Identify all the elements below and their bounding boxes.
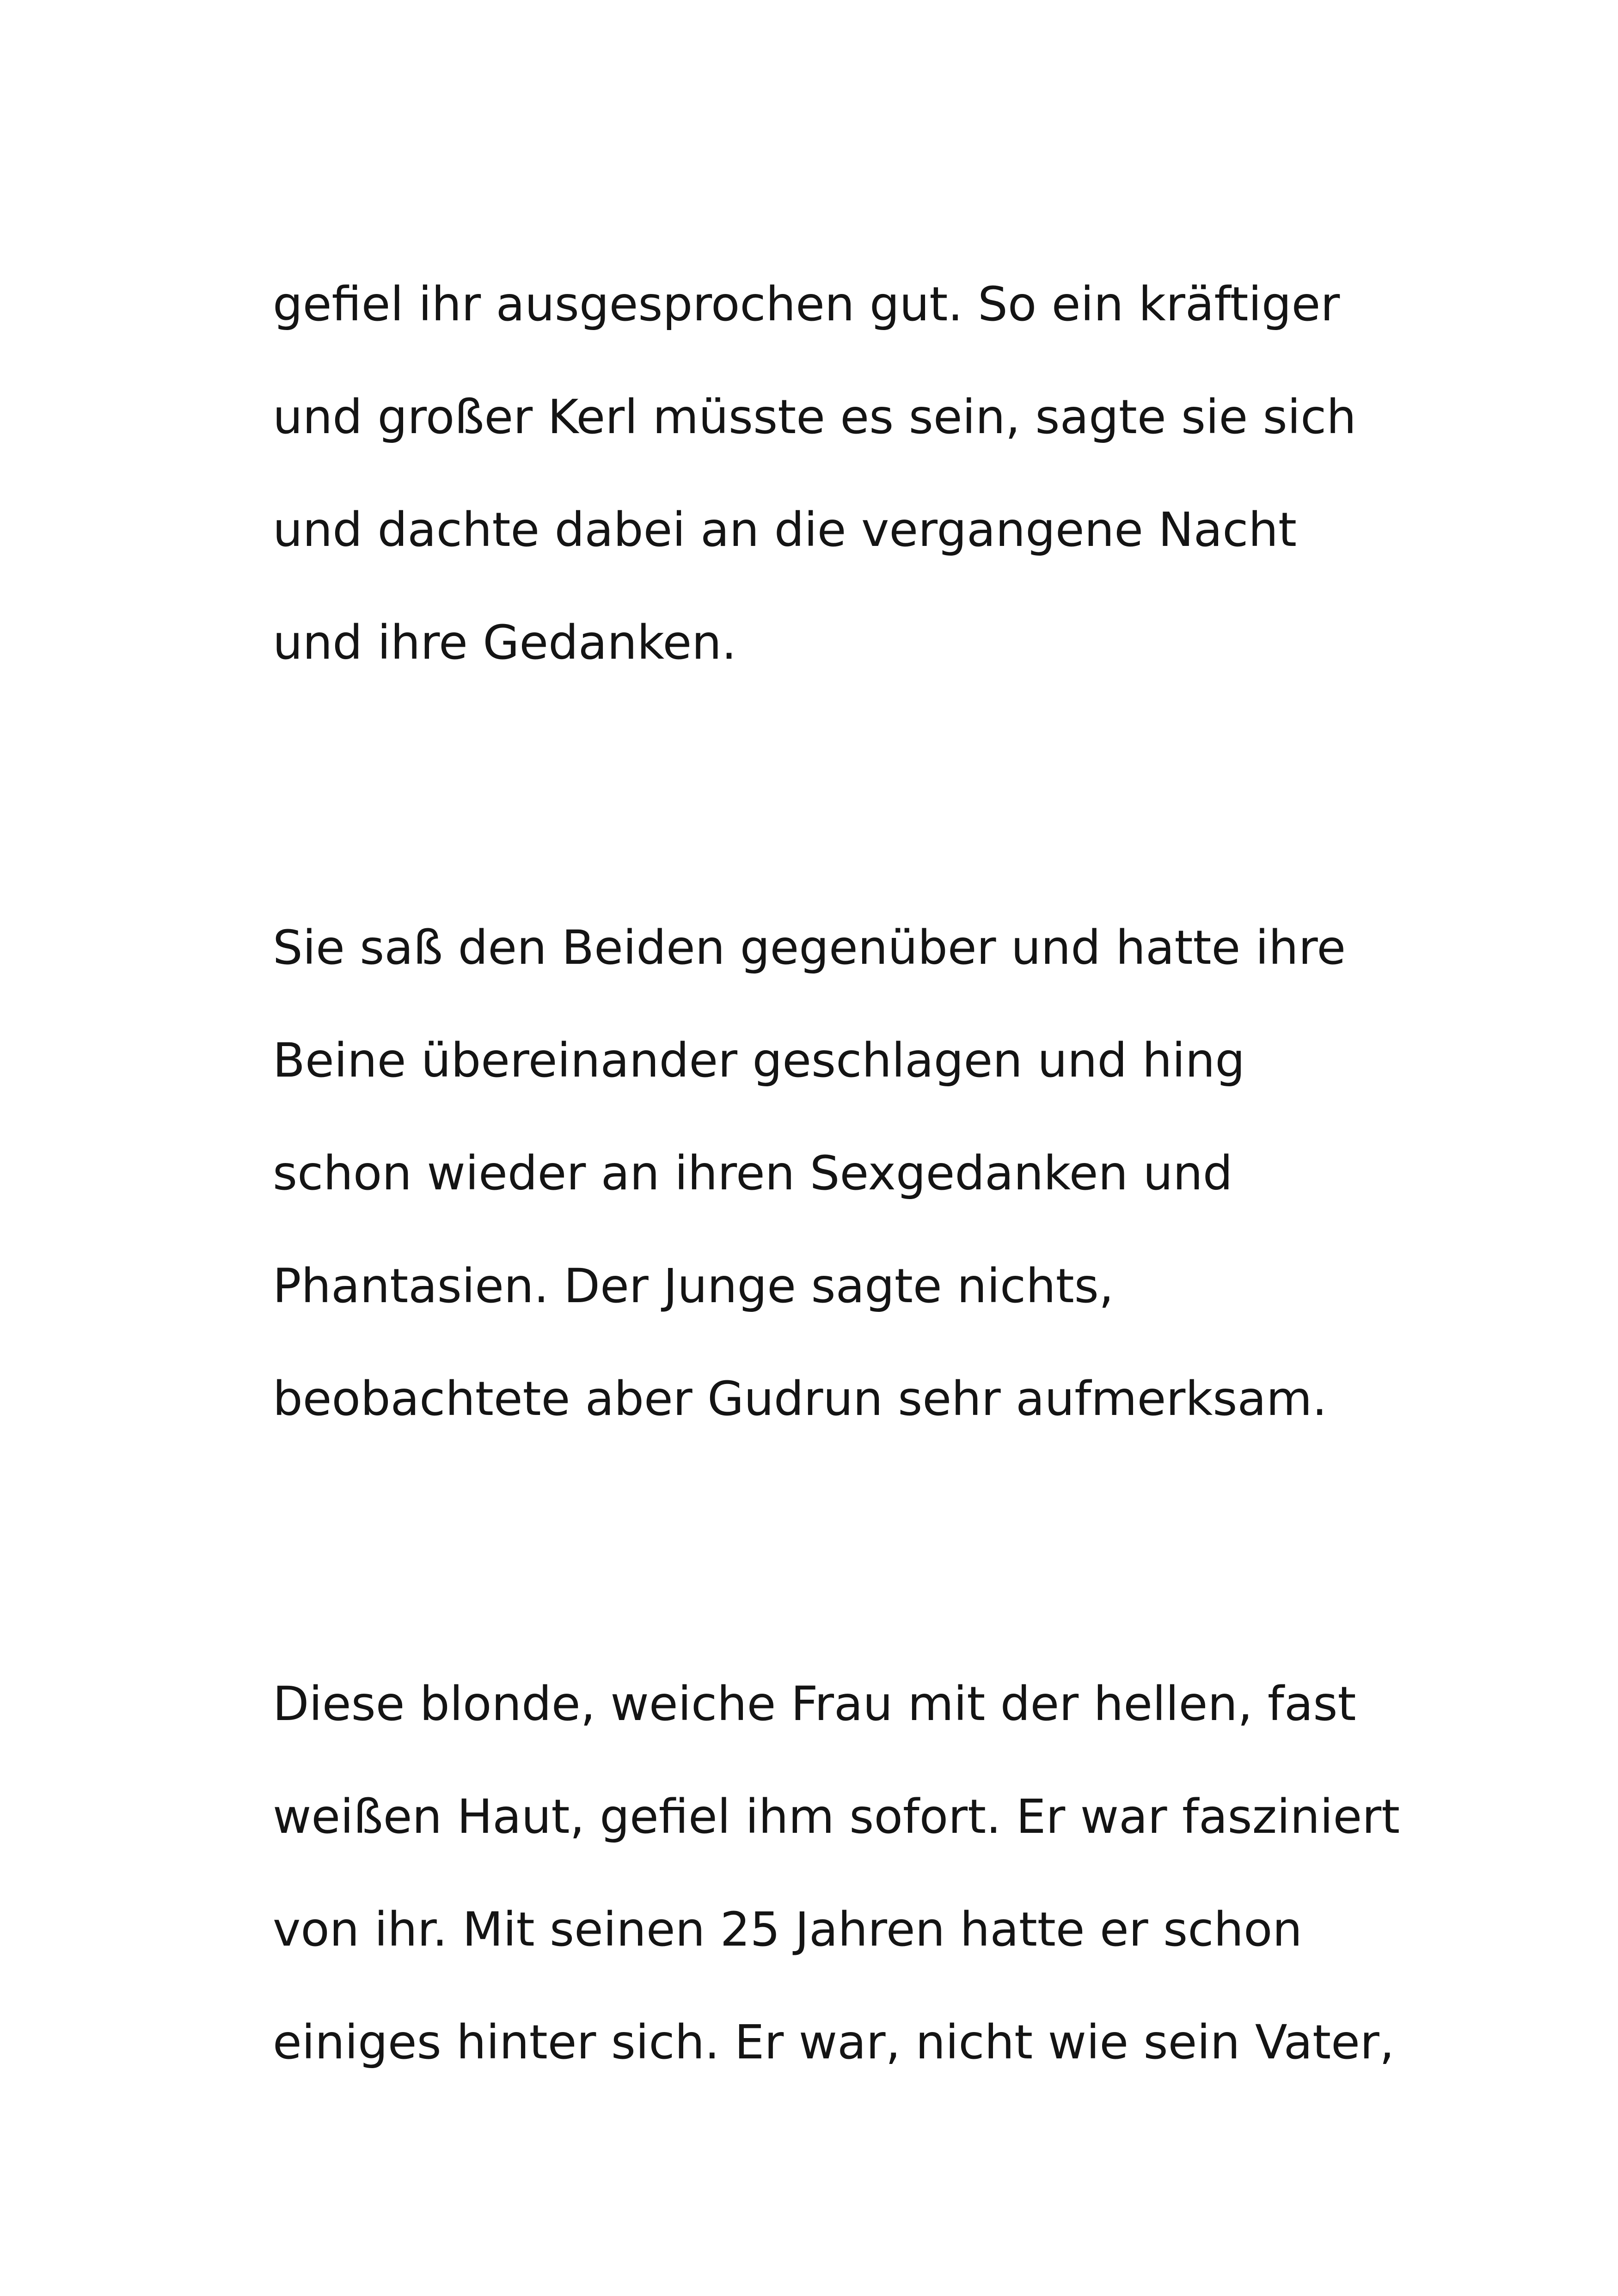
text-line: einiges hinter sich. Er war, nicht wie sein Vater,	[273, 2015, 1395, 2070]
text-line: und ihre Gedanken.	[273, 615, 737, 670]
text-line: schon wieder an ihren Sexgedanken und	[273, 1146, 1233, 1201]
text-line: gefiel ihr ausgesprochen gut. So ein kräftiger	[273, 277, 1340, 332]
text-line: Sie saß den Beiden gegenüber und hatte ihre	[273, 920, 1346, 975]
text-line: beobachtete aber Gudrun sehr aufmerksam.	[273, 1371, 1327, 1427]
text-line: und dachte dabei an die vergangene Nacht	[273, 502, 1297, 557]
text-line: von ihr. Mit seinen 25 Jahren hatte er schon	[273, 1902, 1303, 1957]
text-line: Phantasien. Der Junge sagte nichts,	[273, 1259, 1114, 1314]
text-line: und großer Kerl müsste es sein, sagte sie sich	[273, 390, 1356, 445]
text-line: Beine übereinander geschlagen und hing	[273, 1033, 1245, 1088]
text-line: Diese blonde, weiche Frau mit der hellen, fast	[273, 1677, 1356, 1732]
text-line: weißen Haut, gefiel ihm sofort. Er war fasziniert	[273, 1789, 1400, 1844]
